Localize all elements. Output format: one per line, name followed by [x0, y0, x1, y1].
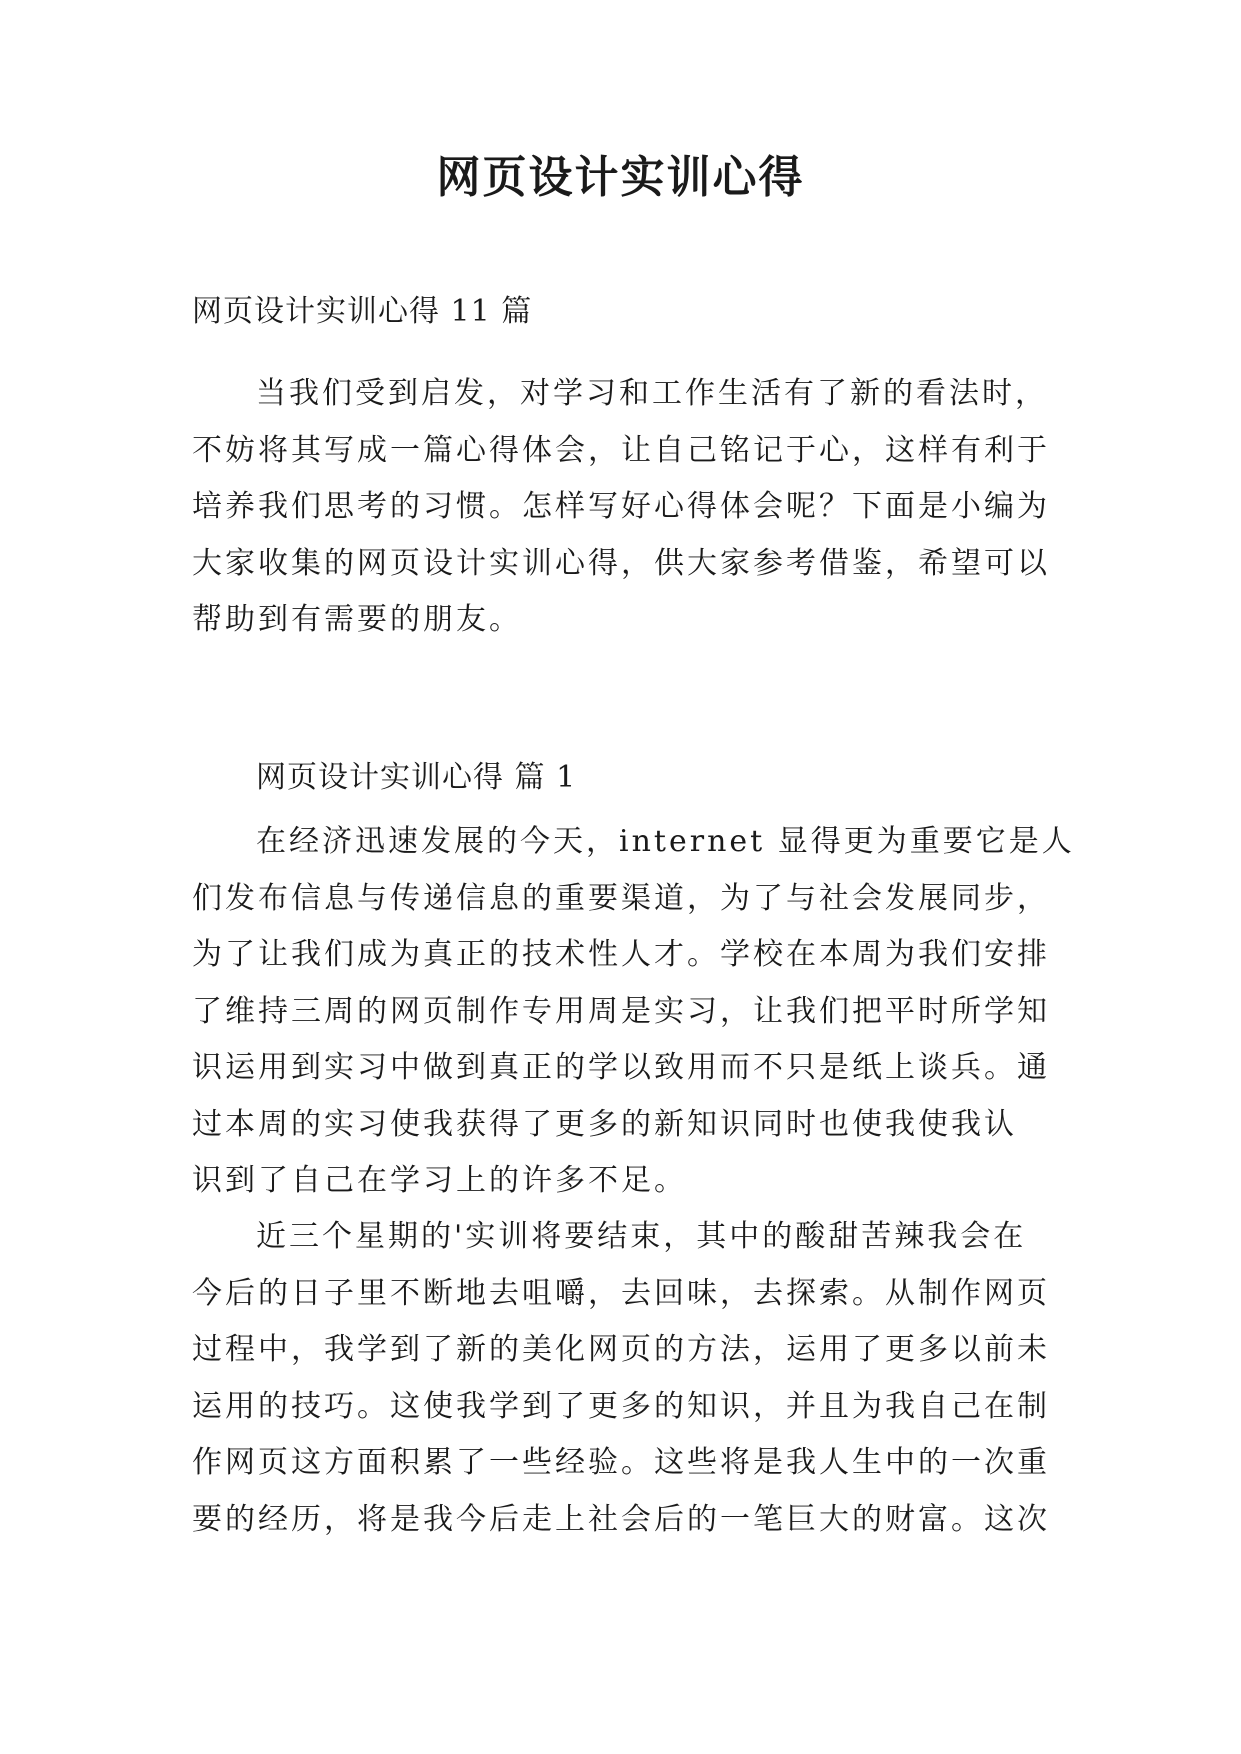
paragraph-line: 识运用到实习中做到真正的学以致用而不只是纸上谈兵。通 [192, 1050, 1050, 1085]
paragraph-line: 了维持三周的网页制作专用周是实习，让我们把平时所学知 [192, 993, 1050, 1029]
paragraph-line: 今后的日子里不断地去咀嚼，去回味，去探索。从制作网页 [192, 1275, 1050, 1311]
paragraph-line: 要的经历，将是我今后走上社会后的一笔巨大的财富。这次 [192, 1501, 1050, 1537]
paragraph-line: 大家收集的网页设计实训心得，供大家参考借鉴，希望可以 [192, 545, 1050, 581]
paragraph-line: 作网页这方面积累了一些经验。这些将是我人生中的一次重 [192, 1445, 1050, 1480]
paragraph-line: 运用的技巧。这使我学到了更多的知识，并且为我自己在制 [192, 1388, 1050, 1424]
section-heading: 网页设计实训心得 篇 1 [256, 760, 577, 795]
paragraph-line: 不妨将其写成一篇心得体会，让自己铭记于心，这样有利于 [192, 432, 1050, 468]
paragraph-line: 过程中，我学到了新的美化网页的方法，运用了更多以前未 [192, 1332, 1050, 1367]
paragraph-line: 在经济迅速发展的今天，internet 显得更为重要它是人 [256, 824, 1075, 859]
paragraph-line: 们发布信息与传递信息的重要渠道，为了与社会发展同步， [192, 880, 1050, 916]
paragraph-line: 为了让我们成为真正的技术性人才。学校在本周为我们安排 [192, 937, 1050, 972]
paragraph-line: 近三个星期的'实训将要结束，其中的酸甜苦辣我会在 [256, 1219, 1027, 1254]
paragraph-line: 识到了自己在学习上的许多不足。 [192, 1163, 687, 1198]
paragraph-line: 培养我们思考的习惯。怎样写好心得体会呢？下面是小编为 [192, 489, 1050, 524]
body-paragraph-2 [192, 1209, 1062, 1548]
paragraph-line: 帮助到有需要的朋友。 [192, 602, 522, 637]
paragraph-line: 当我们受到启发，对学习和工作生活有了新的看法时， [256, 376, 1048, 411]
paragraph-line: 过本周的实习使我获得了更多的新知识同时也使我使我认 [192, 1106, 1017, 1142]
document-subtitle: 网页设计实训心得 11 篇 [192, 294, 533, 329]
document-title: 网页设计实训心得 [436, 152, 805, 203]
intro-paragraph [192, 366, 1062, 649]
body-paragraph-1 [192, 814, 1075, 1210]
